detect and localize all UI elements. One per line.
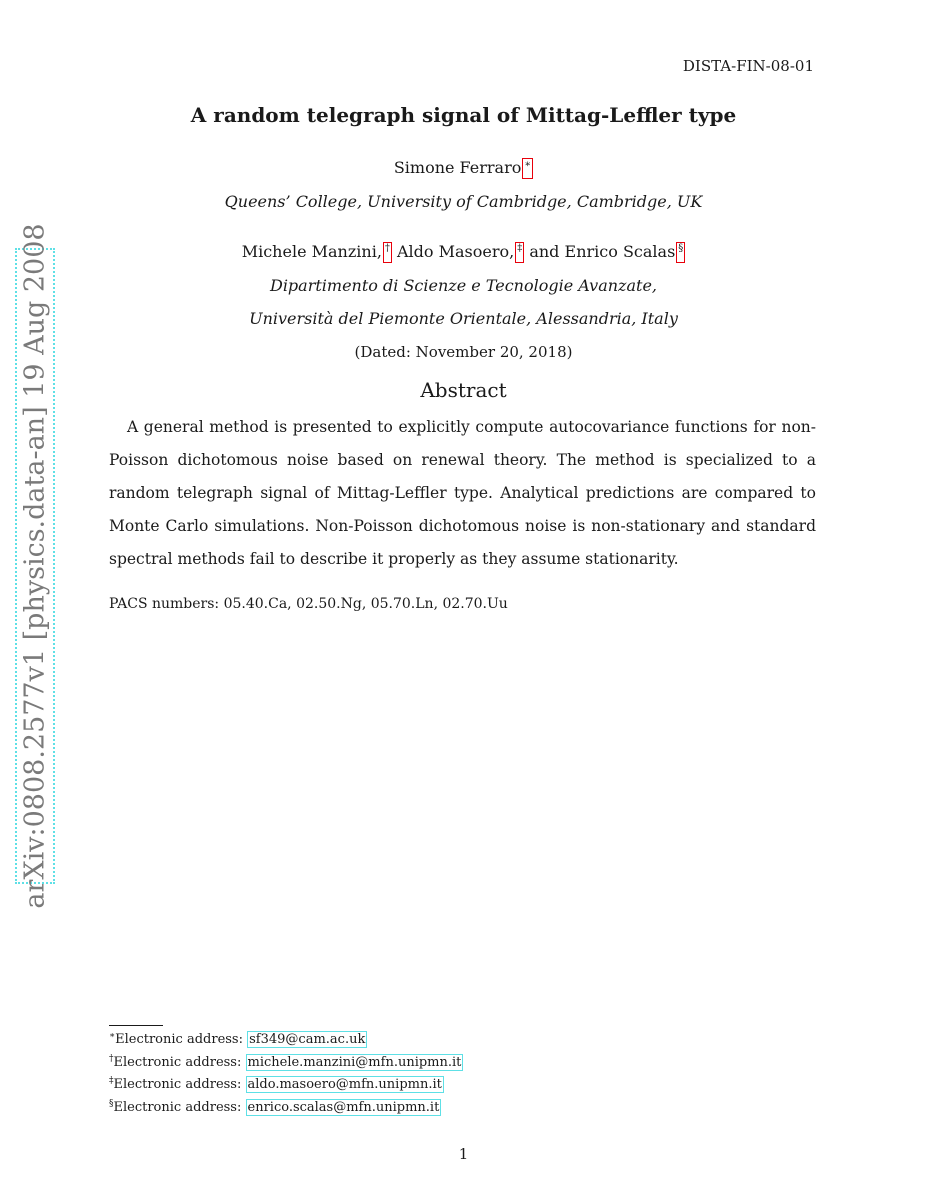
footnote-rule [109, 1025, 163, 1026]
affiliation-dista-line-2: Università del Piemonte Orientale, Alessandria, Italy [249, 309, 678, 328]
footnote-marker-2[interactable]: † [383, 242, 392, 263]
footnote-symbol: ∗ [109, 1031, 116, 1041]
dated-line: (Dated: November 20, 2018) [354, 343, 573, 361]
footnote-symbol: § [109, 1099, 114, 1109]
affiliation-cambridge: Queens’ College, University of Cambridge, Cambridge, UK [224, 192, 703, 211]
email-link-ferraro[interactable]: sf349@cam.ac.uk [249, 1032, 366, 1047]
email-link-masoero[interactable]: aldo.masoero@mfn.unipmn.it [247, 1077, 442, 1092]
author-line-2 [0, 242, 927, 263]
footnote-marker-1[interactable]: ∗ [522, 158, 533, 179]
author-name-ferraro: Simone Ferraro [393, 158, 522, 177]
footnote-label: Electronic address: [113, 1100, 242, 1115]
email-link-manzini[interactable]: michele.manzini@mfn.unipmn.it [247, 1055, 462, 1070]
page-number: 1 [458, 1145, 469, 1163]
footnote-label: Electronic address: [115, 1032, 243, 1047]
footnote-marker-4[interactable]: § [676, 242, 685, 263]
abstract-text: A general method is presented to explicitly compute autocovariance functions for non-Poisson dichotomous noise based on renewal theory. The method is specialized to a random telegraph signal of Mittag-Leffler type. Analytical predictions are compared to Monte Carlo simulations. Non-Poisson dichotomous noise is non-stationary and standard spectral methods fail to describe it properly as they assume stationarity. [109, 418, 816, 568]
footnote-4 [109, 1100, 441, 1115]
footnote-3 [109, 1077, 444, 1092]
author-name-masoero: Aldo Masoero, [397, 242, 515, 261]
email-link-scalas[interactable]: enrico.scalas@mfn.unipmn.it [247, 1100, 440, 1115]
footnote-marker-3[interactable]: ‡ [515, 242, 524, 263]
footnote-label: Electronic address: [113, 1055, 242, 1070]
footnote-1 [109, 1032, 367, 1047]
paper-title: A random telegraph signal of Mittag-Leffler type [190, 103, 737, 127]
arxiv-stamp-link[interactable] [15, 223, 55, 909]
author-name-manzini: Michele Manzini, [241, 242, 382, 261]
footnote-symbol: ‡ [109, 1076, 114, 1086]
footnote-2 [109, 1055, 463, 1070]
report-number: DISTA-FIN-08-01 [682, 57, 814, 75]
abstract-heading: Abstract [420, 378, 507, 402]
author-connector: and [529, 242, 560, 261]
footnote-symbol: † [109, 1054, 114, 1064]
footnote-label: Electronic address: [113, 1077, 242, 1092]
author-line-1 [0, 158, 927, 179]
pacs-numbers: PACS numbers: 05.40.Ca, 02.50.Ng, 05.70.Ln, 02.70.Uu [109, 596, 508, 612]
arxiv-identifier: arXiv:0808.2577v1 [physics.data-an] 19 Aug 2008 [19, 223, 51, 909]
affiliation-dista-line-1: Dipartimento di Scienze e Tecnologie Avanzate, [269, 276, 657, 295]
author-name-scalas: Enrico Scalas [564, 242, 676, 261]
